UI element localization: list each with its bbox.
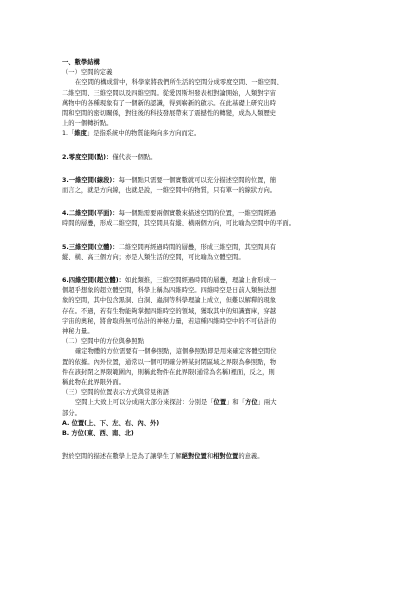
item-text: 象的空間，其中包含黑洞、白洞、蟲洞等科學理論上成立，但難以解釋的現象	[62, 297, 277, 305]
paragraph-line: 二維空間、三維空間以及四維空間。從愛因斯坦發表相對論開始，人類對宇宙	[62, 89, 277, 97]
item-label: 5.三維空間(立體)：	[62, 243, 119, 251]
item-three-dimension	[62, 243, 360, 263]
section-title: 一、數學結構	[62, 59, 100, 66]
item-text: 每一個點只需要一個實數就可以充分描述空間的位置，簡	[118, 176, 277, 184]
dimension-definition	[62, 129, 360, 139]
dimension-pre: 1.「	[62, 130, 75, 138]
item-text: 神秘力量。	[62, 328, 94, 336]
closing-pre: 對於空間的描述在數學上是為了讓學生了解	[62, 453, 182, 461]
item-text: 如此類推，三維空間經過時間的層疊，理論上會形成一	[124, 277, 277, 285]
dimension-keyword: 維度	[74, 130, 87, 138]
item-label: 6.四維空間(超立體)：	[62, 277, 125, 285]
paragraph-line: 萬物中的各種現象有了一個新的認識，得到嶄新的啟示。在此基礎上研究出時	[62, 99, 277, 107]
terms-intro-line2: 部分。	[62, 409, 81, 417]
orientation-paragraph	[62, 347, 360, 388]
item-two-dimension	[62, 209, 360, 229]
definition-paragraph	[62, 78, 360, 129]
keyword-position: 位置	[213, 399, 227, 407]
item-text: 存在。不過，若有生物能夠掌握四維時空的領域，獲取其中的知識寶庫，穿越	[62, 307, 277, 315]
item-text: 縱、橫、高三個方向；亦是人類生活的空間，可比喻為立體空間。	[62, 253, 245, 261]
paragraph-line: 件在該封閉之界限範圍內，則稱此物件在此界限(通常為名稱)裡面，反之，則	[62, 368, 275, 376]
terms-intro-mid: 」和「	[226, 399, 246, 407]
paragraph-line: 上的一個轉折點。	[62, 120, 113, 128]
paragraph-line: 置的依據。內外位置，通常以一個可明確分辨某封閉區域之界限為參照點，物	[62, 358, 277, 366]
subsection-title-orientation: （二）空間中的方位與參照點	[62, 338, 144, 346]
terms-intro	[62, 398, 360, 408]
list-item-position: A. 位置(上、下、左、右、內、外)	[62, 419, 160, 427]
item-one-dimension	[62, 176, 360, 196]
subsection-title-definition: （一）空間的定義	[62, 69, 113, 77]
dimension-post: 」是指系統中的物質能夠向多方向而定。	[86, 130, 201, 138]
paragraph-line: 在空間的構成當中，科學家將我們所生活的空間分成零度空間、一維空間、	[75, 79, 283, 87]
item-text: 二維空間再經過時間的層疊，形成三維空間，其空間具有	[118, 243, 277, 251]
paragraph-line: 稱此物在此界限外面。	[62, 379, 125, 387]
keyword-direction: 方位	[245, 399, 258, 407]
terms-intro-pre: 空間上大致上可以分成兩大部分來探討：分別是「	[75, 399, 214, 407]
item-text: 時間的層疊，形成二維空間，其空間具有縱、橫兩個方向，可比喻為空間中的平面。	[62, 220, 295, 228]
closing-sentence	[62, 452, 360, 462]
item-label: 3.一維空間(線段)：	[62, 176, 119, 184]
keyword-absolute-position: 絕對位置	[181, 453, 207, 461]
item-label: 2.零度空間(點)：	[62, 153, 113, 161]
paragraph-line: 確定物體的方位需要有一個參照點，這個參照點即是用來確定客體空間位	[75, 348, 277, 356]
item-text: 宇宙的奧秘，將會取得無可估計的神秘力量，若這種四維時空中的不可估計的	[62, 317, 277, 325]
list-item-direction: B. 方位(東、西、南、北)	[62, 430, 134, 438]
item-four-dimension	[62, 276, 360, 337]
subsection-title-terms: （三）空間的位置表示方式與常見術語	[62, 389, 170, 397]
item-text: 每一個點需要兩個實數來描述空間的位置，一維空間經過	[118, 210, 277, 218]
terms-intro-post: 」兩大	[257, 399, 277, 407]
closing-post: 的意義。	[238, 453, 264, 461]
item-zero-dimension	[62, 153, 360, 163]
paragraph-line: 間和空間的密切關係，對往後的科技發展帶來了震撼性的轉變，成為人類歷史	[62, 110, 277, 118]
item-text: 僅代表一個點。	[112, 153, 157, 161]
item-text: 而言之，就是方向線，也就是說，一維空間中的物質，只有單一的線狀方向。	[62, 187, 277, 195]
item-label: 4.二維空間(平面)：	[62, 210, 119, 218]
keyword-relative-position: 相對位置	[213, 453, 239, 461]
closing-mid: 和	[206, 453, 214, 461]
item-text: 個超乎想象的超立體空間，科學上稱為四維時空。四維時空是日前人類無法想	[62, 287, 277, 295]
